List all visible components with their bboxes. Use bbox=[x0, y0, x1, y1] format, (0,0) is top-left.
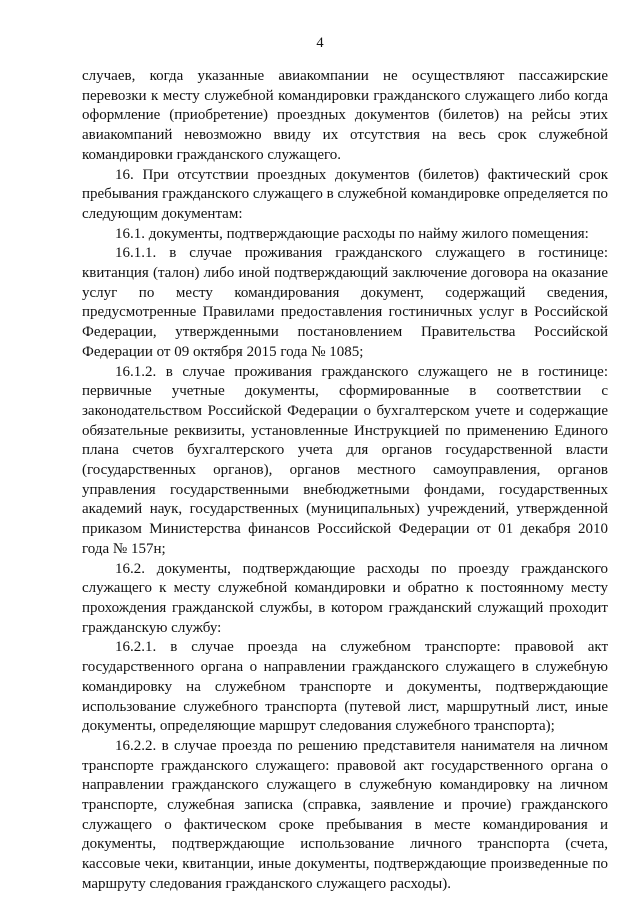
paragraph-16-1: 16.1. документы, подтверждающие расходы по найму жилого помещения: bbox=[115, 225, 589, 242]
paragraph-16-2: 16.2. документы, подтверждающие расходы по проезду гражданского служащего к месту служебной командировки и обратно к постоянному месту прохождения гражданской службы, в котором гражданский служащий проходит гражданскую службу: bbox=[82, 560, 608, 636]
paragraph-16-2-2: 16.2.2. в случае проезда по решению представителя нанимателя на личном транспорте гражданского служащего: правовой акт государственного органа о направлении гражданского служащего в служебную командировку на личном транспорте, служебная записка (справка, заявление и прочие) гражданского служащего о фактическом сроке пребывания в месте командирования и документы, подтверждающие использование личного транспорта (счета, кассовые чеки, квитанции, иные документы, подтверждающие произведенные по маршруту следования гражданского служащего расходы). bbox=[82, 737, 608, 892]
page-number: 4 bbox=[316, 35, 324, 51]
paragraph-16-1-2: 16.1.2. в случае проживания гражданского служащего не в гостинице: первичные учетные документы, сформированные в соответствии с законодательством Российской Федерации о бухгалтерском учете и содержащие обязательные реквизиты, установленные Инструкцией по применению Единого плана счетов бухгалтерского учета для органов государственной власти (государственных органов), органов местного самоуправления, органов управления государственными внебюджетными фондами, государственных академий наук, государственных (муниципальных) учреждений, утвержденной приказом Министерства финансов Российской Федерации от 01 декабря 2010 года № 157н; bbox=[82, 363, 608, 557]
paragraph-16: 16. При отсутствии проездных документов (билетов) фактический срок пребывания гражданского служащего в служебной командировке определяется по следующим документам: bbox=[82, 166, 608, 222]
paragraph-16-2-1: 16.2.1. в случае проезда на служебном транспорте: правовой акт государственного органа о направлении гражданского служащего в служебную командировку на служебном транспорте и документы, подтверждающие использование служебного транспорта (путевой лист, маршрутный лист, иные документы, определяющие маршрут следования служебного транспорта); bbox=[82, 639, 608, 735]
document-body bbox=[82, 67, 608, 895]
paragraph-16-1-1: 16.1.1. в случае проживания гражданского служащего в гостинице: квитанция (талон) либо иной подтверждающий заключение договора на оказание услуг по месту командирования документ, содержащий сведения, предусмотренные Правилами предоставления гостиничных услуг в Российской Федерации, утвержденными постановлением Правительства Российской Федерации от 09 октября 2015 года № 1085; bbox=[82, 245, 608, 360]
paragraph-continuation: случаев, когда указанные авиакомпании не осуществляют пассажирские перевозки к месту служебной командировки гражданского служащего либо когда оформление (приобретение) проездных документов (билетов) на рейсы этих авиакомпаний невозможно ввиду их отсутствия на весь срок служебной командировки гражданского служащего. bbox=[82, 68, 608, 163]
